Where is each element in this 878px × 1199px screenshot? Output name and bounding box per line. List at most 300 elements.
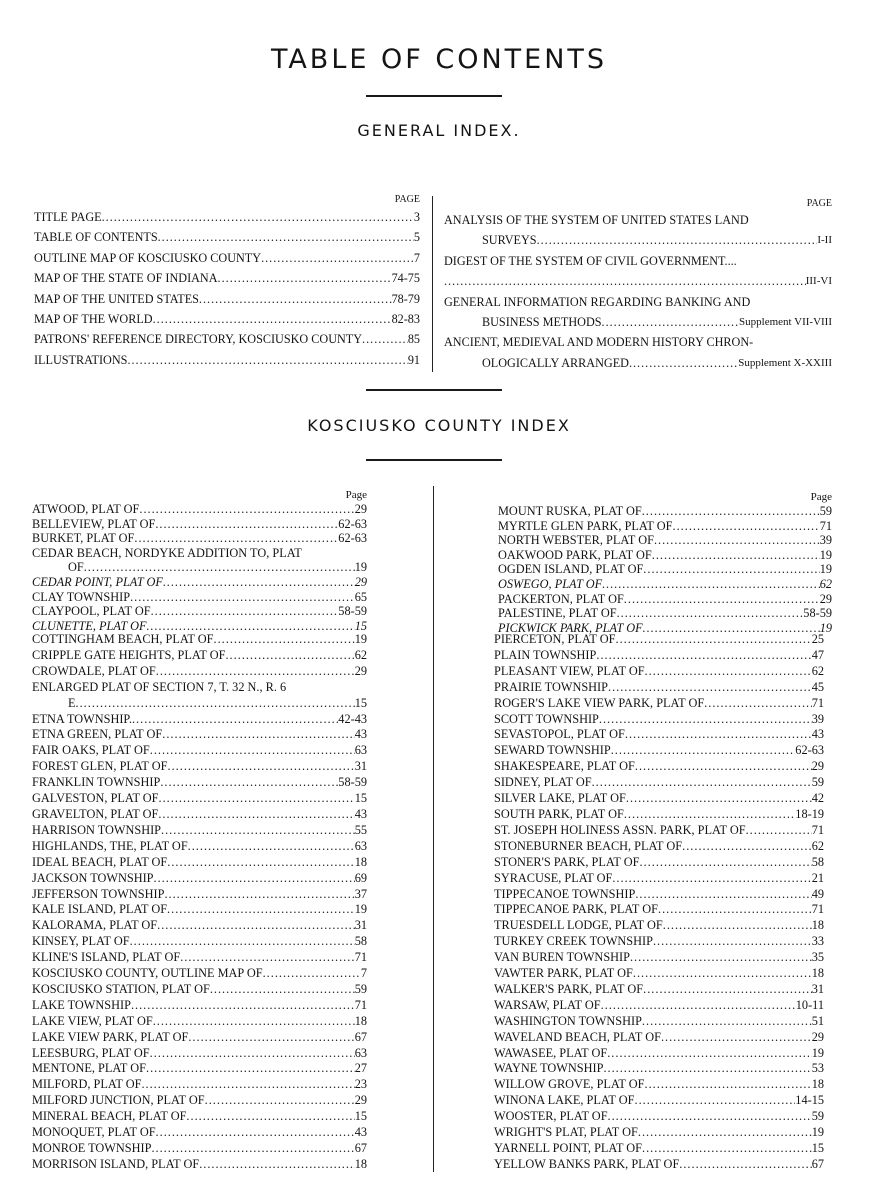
index-entry: [32, 502, 367, 517]
entry-title: IDEAL BEACH, PLAT OF: [32, 854, 168, 869]
leader-dots: [146, 1061, 355, 1077]
leader-dots: [642, 1141, 812, 1157]
index-entry: [498, 577, 832, 592]
entry-page: 58-59: [338, 604, 367, 619]
entry-title: KALE ISLAND, PLAT OF: [32, 902, 168, 917]
entry-page: 19: [811, 1125, 824, 1140]
entry-title: BELLEVIEW, PLAT OF: [32, 516, 156, 531]
entry-page: 33: [811, 934, 824, 949]
leader-dots: [167, 902, 355, 918]
entry-page: 58: [811, 854, 824, 869]
index-entry: [32, 839, 367, 855]
leader-dots: [661, 1030, 812, 1046]
leader-dots: [746, 823, 812, 839]
leader-dots: [638, 1125, 812, 1141]
entry-title: SHAKESPEARE, PLAT OF: [494, 759, 635, 774]
entry-page: 39: [819, 533, 832, 548]
index-entry: [494, 791, 824, 807]
index-entry: [32, 1014, 367, 1030]
entry-title: LAKE TOWNSHIP: [32, 997, 131, 1012]
index-entry: [494, 839, 824, 855]
entry-page: I-II: [817, 234, 832, 247]
entry-title: MAP OF THE WORLD: [34, 312, 153, 327]
index-entry: [32, 1077, 367, 1093]
leader-dots: [218, 268, 392, 288]
leader-dots: [652, 548, 820, 563]
leader-dots: [616, 632, 812, 648]
leader-dots: [205, 1093, 355, 1109]
leader-dots: [679, 1157, 811, 1173]
entry-page: 65: [354, 589, 367, 604]
entry-title: WASHINGTON TOWNSHIP: [494, 1013, 642, 1028]
entry-title: PACKERTON, PLAT OF: [498, 591, 624, 606]
leader-dots: [611, 743, 796, 759]
county-index-heading: KOSCIUSKO COUNTY INDEX: [307, 416, 571, 435]
entry-page: 35: [811, 950, 824, 965]
leader-dots: [161, 823, 355, 839]
leader-dots: [640, 855, 812, 871]
index-entry: [494, 648, 824, 664]
entry-title: TABLE OF CONTENTS: [34, 230, 158, 245]
leader-dots: [642, 1014, 812, 1030]
index-entry: [32, 517, 367, 532]
county-left-top-list: [32, 502, 367, 633]
index-entry: [34, 350, 420, 370]
entry-title: KOSCIUSKO COUNTY, OUTLINE MAP OF: [32, 966, 263, 981]
entry-page: 18: [811, 966, 824, 981]
index-entry: [498, 606, 832, 621]
leader-dots: [141, 1077, 354, 1093]
leader-dots: [127, 350, 407, 370]
entry-title: TRUESDELL LODGE, PLAT OF: [494, 918, 663, 933]
entry-title: OAKWOOD PARK, PLAT OF: [498, 547, 652, 562]
county-left-list: [32, 632, 367, 1173]
entry-page: 19: [354, 632, 367, 646]
index-entry: [494, 632, 824, 648]
leader-dots: [592, 775, 812, 791]
index-entry: [32, 934, 367, 950]
leader-dots: [537, 230, 818, 250]
entry-page: 55: [354, 822, 367, 837]
leader-dots: [645, 664, 812, 680]
leader-dots: [160, 775, 338, 791]
entry-page: 82-83: [391, 312, 420, 327]
entry-page: 15: [354, 791, 367, 806]
entry-title: WAWASEE, PLAT OF: [494, 1045, 608, 1060]
leader-dots: [151, 1141, 354, 1157]
entry-page: 62: [811, 663, 824, 678]
leader-dots: [633, 966, 812, 982]
entry-title: WRIGHT'S PLAT, PLAT OF: [494, 1125, 638, 1140]
leader-dots: [150, 1046, 355, 1062]
index-entry: [498, 504, 832, 519]
leader-dots: [186, 1109, 354, 1125]
entry-title: CEDAR BEACH, NORDYKE ADDITION TO, PLAT: [32, 545, 302, 560]
entry-title: CLAY TOWNSHIP: [32, 589, 131, 604]
leader-dots: [157, 918, 355, 934]
entry-page: 45: [811, 679, 824, 694]
entry-title: PALESTINE, PLAT OF: [498, 606, 617, 621]
entry-page: 18: [354, 1156, 367, 1171]
leader-dots: [608, 680, 812, 696]
index-entry: [32, 1061, 367, 1077]
index-entry: [32, 604, 367, 619]
entry-page: 29: [811, 759, 824, 774]
entry-page: Supplement VII-VIII: [739, 316, 832, 329]
index-entry: [494, 696, 824, 712]
index-entry: [494, 950, 824, 966]
entry-page: 10-11: [795, 997, 824, 1012]
county-index-right-main: [494, 632, 824, 1173]
index-entry: [32, 759, 367, 775]
general-right-list: [444, 210, 832, 373]
entry-page: 58: [354, 934, 367, 949]
entry-page: 19: [811, 1045, 824, 1060]
entry-title: FAIR OAKS, PLAT OF: [32, 743, 150, 758]
leader-dots: [629, 353, 738, 373]
entry-title-cont: OLOGICALLY ARRANGED: [482, 355, 629, 370]
entry-title: MAP OF THE UNITED STATES: [34, 291, 199, 306]
leader-dots: [261, 248, 414, 268]
leader-dots: [608, 1109, 812, 1125]
entry-page: 71: [354, 997, 367, 1012]
leader-dots: [654, 533, 820, 548]
index-entry: [32, 950, 367, 966]
index-entry: [444, 312, 832, 332]
entry-title: SEWARD TOWNSHIP: [494, 743, 611, 758]
leader-dots: [180, 950, 355, 966]
index-entry: [444, 230, 832, 250]
index-entry: [498, 592, 832, 607]
leader-dots: [210, 982, 355, 998]
index-entry: [494, 727, 824, 743]
entry-page: 15: [354, 1109, 367, 1124]
leader-dots: [643, 562, 819, 577]
index-entry: [494, 871, 824, 887]
index-entry: [32, 791, 367, 807]
entry-page: 15: [811, 1141, 824, 1155]
entry-title: SEVASTOPOL, PLAT OF: [494, 727, 625, 742]
index-entry: [34, 207, 420, 227]
entry-page: 49: [811, 886, 824, 901]
entry-page: Supplement X-XXIII: [738, 356, 832, 369]
leader-dots: [599, 712, 812, 728]
leader-dots: [642, 504, 820, 519]
general-left-list: [34, 207, 420, 370]
entry-title: MILFORD, PLAT OF: [32, 1077, 142, 1092]
index-entry: [494, 1093, 824, 1109]
leader-dots: [155, 517, 338, 532]
entry-title: ILLUSTRATIONS: [34, 352, 128, 367]
entry-title: SCOTT TOWNSHIP: [494, 711, 599, 726]
entry-page: 42-43: [338, 711, 367, 726]
county-index-right: [498, 490, 832, 635]
leader-dots: [444, 271, 806, 291]
page-column-label: Page: [810, 491, 832, 503]
leader-dots: [658, 902, 812, 918]
index-entry: [444, 271, 832, 291]
entry-page: 62-63: [795, 743, 824, 758]
entry-title: MONOQUET, PLAT OF: [32, 1125, 156, 1140]
leader-dots: [76, 696, 355, 712]
index-entry: [32, 546, 367, 561]
entry-title: CLUNETTE, PLAT OF: [32, 618, 147, 633]
entry-page: 19: [819, 620, 832, 635]
entry-page: 7: [360, 966, 367, 981]
index-entry: [32, 982, 367, 998]
entry-title: FOREST GLEN, PLAT OF: [32, 759, 168, 774]
entry-title: ETNA TOWNSHIP.: [32, 711, 132, 726]
leader-dots: [612, 871, 811, 887]
entry-page: 31: [811, 981, 824, 996]
page-column-label: PAGE: [806, 198, 832, 209]
leader-dots: [602, 312, 740, 332]
entry-title: PATRONS' REFERENCE DIRECTORY, KOSCIUSKO COUNTY: [34, 332, 363, 347]
index-entry: [494, 712, 824, 728]
entry-title: SILVER LAKE, PLAT OF: [494, 791, 626, 806]
entry-title: OUTLINE MAP OF KOSCIUSKO COUNTY: [34, 250, 262, 265]
entry-page: 71: [811, 822, 824, 837]
index-entry: [32, 775, 367, 791]
entry-title: GRAVELTON, PLAT OF: [32, 806, 159, 821]
entry-title: CRIPPLE GATE HEIGHTS, PLAT OF: [32, 647, 226, 662]
entry-page: 78-79: [391, 291, 420, 306]
leader-dots: [153, 309, 392, 329]
entry-title: MILFORD JUNCTION, PLAT OF: [32, 1093, 205, 1108]
entry-title: OF: [68, 560, 84, 575]
entry-title: ST. JOSEPH HOLINESS ASSN. PARK, PLAT OF: [494, 822, 746, 837]
index-entry: [494, 1030, 824, 1046]
index-entry: [32, 712, 367, 728]
entry-page: 3: [413, 210, 420, 224]
index-entry: [34, 309, 420, 329]
entry-page: 63: [354, 1045, 367, 1060]
index-entry: [494, 664, 824, 680]
entry-page: 58-59: [338, 775, 367, 790]
county-heading-divider: [366, 459, 502, 461]
index-entry-line: ANCIENT, MEDIEVAL AND MODERN HISTORY CHRON-: [444, 335, 754, 350]
index-entry: [494, 918, 824, 934]
entry-page: 18: [354, 1013, 367, 1028]
index-entry-line: GENERAL INFORMATION REGARDING BANKING AND: [444, 294, 751, 309]
index-entry: [494, 1141, 824, 1157]
entry-page: 39: [811, 711, 824, 726]
entry-title: WINONA LAKE, PLAT OF: [494, 1093, 635, 1108]
entry-title-cont: SURVEYS: [482, 233, 537, 248]
entry-title: OGDEN ISLAND, PLAT OF: [498, 562, 644, 577]
entry-title: MENTONE, PLAT OF: [32, 1061, 146, 1076]
index-entry: [494, 1061, 824, 1077]
index-entry: [494, 759, 824, 775]
entry-title: MONROE TOWNSHIP: [32, 1141, 152, 1155]
entry-title: ENLARGED PLAT OF SECTION 7, T. 32 N., R. 6: [32, 679, 287, 694]
index-entry: [494, 775, 824, 791]
index-entry: [32, 855, 367, 871]
leader-dots: [624, 807, 795, 823]
leader-dots: [607, 1046, 811, 1062]
entry-page: 29: [354, 574, 367, 589]
leader-dots: [132, 712, 338, 728]
entry-title: FRANKLIN TOWNSHIP: [32, 775, 161, 790]
index-entry: [32, 632, 367, 648]
entry-page: 18: [354, 854, 367, 869]
entry-page: 71: [819, 518, 832, 533]
entry-title: YELLOW BANKS PARK, PLAT OF: [494, 1156, 680, 1171]
index-entry: [32, 902, 367, 918]
leader-dots: [199, 1157, 355, 1173]
leader-dots: [673, 519, 820, 534]
entry-title: KINSEY, PLAT OF: [32, 934, 130, 949]
leader-dots: [162, 727, 354, 743]
index-entry: [498, 533, 832, 548]
entry-page: 59: [354, 981, 367, 996]
entry-title: PLEASANT VIEW, PLAT OF: [494, 663, 645, 678]
entry-title: CEDAR POINT, PLAT OF: [32, 574, 163, 589]
entry-title: WAVELAND BEACH, PLAT OF: [494, 1029, 661, 1044]
leader-dots: [163, 575, 355, 590]
index-entry: [32, 590, 367, 605]
leader-dots: [199, 289, 392, 309]
index-entry: [32, 871, 367, 887]
leader-dots: [131, 998, 355, 1014]
entry-page: 29: [354, 502, 367, 516]
index-entry: [32, 696, 367, 712]
entry-page: 62: [811, 838, 824, 853]
entry-page: 62-63: [338, 516, 367, 531]
leader-dots: [150, 743, 355, 759]
entry-page: 59: [811, 775, 824, 790]
index-entry: [494, 934, 824, 950]
county-index-left: [32, 488, 367, 633]
index-entry: [494, 1109, 824, 1125]
entry-title: MYRTLE GLEN PARK, PLAT OF: [498, 518, 673, 533]
county-right-top-list: [498, 504, 832, 635]
entry-page: 59: [819, 504, 832, 518]
index-entry: [32, 1125, 367, 1141]
entry-title: COTTINGHAM BEACH, PLAT OF: [32, 632, 214, 646]
leader-dots: [151, 604, 339, 619]
entry-page: 14-15: [795, 1093, 824, 1108]
entry-page: 51: [811, 1013, 824, 1028]
leader-dots: [663, 918, 812, 934]
index-entry: [32, 531, 367, 546]
entry-title: WOOSTER, PLAT OF: [494, 1109, 608, 1124]
leader-dots: [188, 1030, 354, 1046]
entry-title: STONER'S PARK, PLAT OF: [494, 854, 640, 869]
entry-title: OSWEGO, PLAT OF: [498, 576, 603, 591]
entry-title: NORTH WEBSTER, PLAT OF: [498, 533, 654, 548]
entry-title: HIGHLANDS, THE, PLAT OF: [32, 838, 188, 853]
entry-title: HARRISON TOWNSHIP: [32, 822, 162, 837]
index-entry: [32, 807, 367, 823]
leader-dots: [102, 207, 414, 227]
leader-dots: [153, 1014, 355, 1030]
entry-page: 19: [354, 560, 367, 575]
index-entry: [32, 1157, 367, 1173]
entry-title: MOUNT RUSKA, PLAT OF: [498, 504, 642, 518]
entry-title: TIPPECANOE TOWNSHIP: [494, 886, 636, 901]
index-entry: [32, 560, 367, 575]
entry-page: 67: [354, 1029, 367, 1044]
leader-dots: [263, 966, 361, 982]
entry-title: ATWOOD, PLAT OF: [32, 502, 140, 516]
entry-page: 7: [413, 250, 420, 265]
index-entry: [32, 664, 367, 680]
page-column-label: Page: [345, 489, 367, 501]
index-entry: [494, 982, 824, 998]
entry-page: 71: [354, 950, 367, 965]
entry-page: 29: [354, 1093, 367, 1108]
leader-dots: [168, 759, 355, 775]
leader-dots: [624, 592, 820, 607]
leader-dots: [603, 1061, 811, 1077]
entry-title: VAN BUREN TOWNSHIP: [494, 950, 630, 965]
leader-dots: [214, 632, 355, 648]
leader-dots: [156, 664, 355, 680]
entry-title: WAYNE TOWNSHIP: [494, 1061, 604, 1076]
leader-dots: [225, 648, 354, 664]
entry-title: E: [68, 695, 76, 710]
index-entry-line: DIGEST OF THE SYSTEM OF CIVIL GOVERNMENT....: [444, 253, 737, 268]
leader-dots: [167, 855, 354, 871]
leader-dots: [643, 982, 812, 998]
entry-title: LAKE VIEW PARK, PLAT OF: [32, 1029, 189, 1044]
entry-page: 59: [811, 1109, 824, 1124]
entry-title: LAKE VIEW, PLAT OF: [32, 1013, 153, 1028]
entry-page: 63: [354, 838, 367, 853]
index-entry: [32, 1046, 367, 1062]
entry-page: 91: [407, 352, 420, 367]
entry-title: WALKER'S PARK, PLAT OF: [494, 981, 644, 996]
entry-page: 18: [811, 918, 824, 933]
entry-title: CLAYPOOL, PLAT OF: [32, 604, 151, 619]
entry-title: BURKET, PLAT OF: [32, 531, 135, 546]
entry-page: 43: [811, 727, 824, 742]
entry-page: 15: [354, 618, 367, 633]
index-entry: [32, 727, 367, 743]
index-entry: [498, 562, 832, 577]
index-entry: [32, 966, 367, 982]
leader-dots: [84, 560, 355, 575]
entry-title: SYRACUSE, PLAT OF: [494, 870, 613, 885]
leader-dots: [704, 696, 812, 712]
page-title: TABLE OF CONTENTS: [270, 44, 608, 75]
index-entry: [494, 743, 824, 759]
index-entry: [34, 329, 420, 349]
entry-page: 5: [413, 230, 420, 245]
index-entry: [32, 1093, 367, 1109]
leader-dots: [601, 998, 796, 1014]
entry-title: ETNA GREEN, PLAT OF: [32, 727, 163, 742]
entry-page: 63: [354, 743, 367, 758]
index-entry: [32, 648, 367, 664]
entry-page: 25: [811, 632, 824, 646]
entry-page: 27: [354, 1061, 367, 1076]
leader-dots: [130, 934, 355, 950]
entry-page: 47: [811, 647, 824, 662]
entry-page: III-VI: [805, 275, 832, 288]
entry-page: 69: [354, 870, 367, 885]
leader-dots: [139, 502, 354, 517]
leader-dots: [653, 934, 812, 950]
index-entry: [494, 807, 824, 823]
entry-page: 29: [811, 1029, 824, 1044]
index-entry: [34, 248, 420, 268]
index-entry: [32, 998, 367, 1014]
entry-page: 19: [354, 902, 367, 917]
entry-page: 15: [354, 695, 367, 710]
index-entry: [32, 823, 367, 839]
